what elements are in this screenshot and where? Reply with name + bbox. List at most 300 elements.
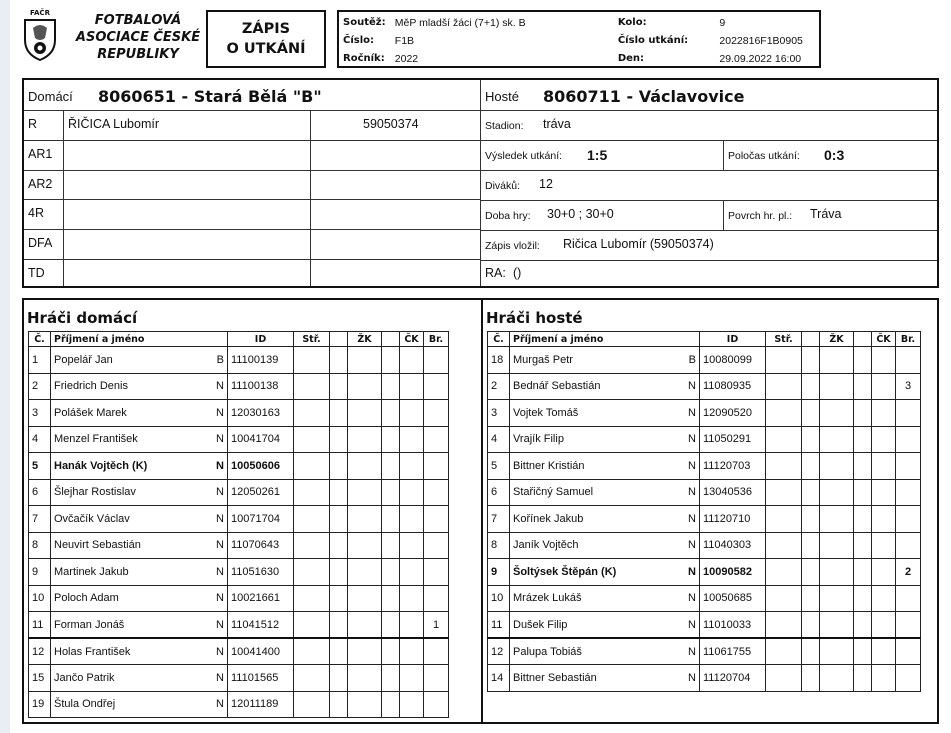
official-role: 4R	[24, 200, 64, 230]
away-team-row	[481, 80, 937, 111]
halftime-label: Poločas utkání:	[728, 150, 800, 162]
official-name	[64, 141, 311, 171]
player-name-cell	[510, 506, 700, 533]
table-row	[488, 479, 921, 506]
stat-cell	[400, 638, 424, 665]
player-name: Palupa Tobiáš	[513, 645, 582, 658]
player-category: B	[216, 353, 224, 366]
player-name-cell	[51, 691, 228, 718]
stat-cell	[400, 373, 424, 400]
stat-cell	[400, 559, 424, 586]
player-id: 13040536	[700, 479, 766, 506]
player-name: Bittner Kristián	[513, 459, 585, 472]
stat-cell	[802, 426, 820, 453]
stat-cell	[802, 559, 820, 586]
org-name	[68, 12, 208, 63]
duration-value: 30+0 ; 30+0	[547, 207, 614, 221]
match-details-panel	[22, 78, 939, 288]
player-goals	[424, 506, 449, 533]
stat-cell	[820, 479, 854, 506]
document-title-line: ZÁPIS	[241, 21, 291, 37]
stat-cell	[854, 373, 872, 400]
stat-cell	[802, 347, 820, 374]
stat-cell	[382, 347, 400, 374]
player-name-cell	[510, 665, 700, 692]
column-header-zk: ŽK	[820, 332, 854, 347]
table-row	[29, 373, 449, 400]
stat-cell	[294, 532, 330, 559]
player-category: N	[688, 645, 696, 658]
stat-cell	[872, 612, 896, 639]
stat-cell	[400, 585, 424, 612]
player-name: Bittner Sebastián	[513, 671, 597, 684]
ra-label: RA:	[485, 266, 506, 280]
player-goals	[424, 691, 449, 718]
stat-cell	[820, 453, 854, 480]
stat-cell	[854, 638, 872, 665]
player-category: N	[216, 512, 224, 525]
player-id: 10050685	[700, 585, 766, 612]
stat-cell	[400, 506, 424, 533]
player-number: 8	[29, 532, 51, 559]
player-id: 10041704	[228, 426, 294, 453]
player-name-cell	[510, 400, 700, 427]
stat-cell	[766, 426, 802, 453]
player-name-cell	[510, 532, 700, 559]
player-goals	[424, 665, 449, 692]
stat-cell	[854, 559, 872, 586]
player-category: N	[688, 486, 696, 499]
player-number: 2	[29, 373, 51, 400]
player-name-cell	[51, 532, 228, 559]
stat-cell	[400, 612, 424, 639]
entered-by-label: Zápis vložil:	[485, 240, 540, 252]
table-row	[488, 400, 921, 427]
table-row	[488, 506, 921, 533]
player-category: N	[216, 592, 224, 605]
stat-cell	[872, 453, 896, 480]
player-goals	[424, 426, 449, 453]
stat-cell	[400, 479, 424, 506]
competition-value: MěP mladší žáci (7+1) sk. B	[394, 17, 526, 29]
player-name-cell	[51, 612, 228, 639]
player-id: 10080099	[700, 347, 766, 374]
player-goals	[896, 506, 921, 533]
player-goals	[896, 638, 921, 665]
player-number: 2	[488, 373, 510, 400]
table-row	[488, 532, 921, 559]
stat-cell	[820, 347, 854, 374]
stat-cell	[330, 638, 348, 665]
stat-cell	[348, 426, 382, 453]
player-name: Bednář Sebastián	[513, 380, 601, 393]
stat-cell	[872, 585, 896, 612]
stat-cell	[872, 426, 896, 453]
player-category: N	[688, 433, 696, 446]
match-number-label: Číslo utkání:	[617, 35, 689, 46]
stat-cell	[854, 665, 872, 692]
player-name: Menzel František	[54, 433, 138, 446]
stadium-value: tráva	[543, 117, 571, 131]
stat-cell	[382, 585, 400, 612]
table-row	[29, 506, 449, 533]
stat-cell	[802, 532, 820, 559]
stat-cell	[766, 479, 802, 506]
player-name: Mrázek Lukáš	[513, 592, 582, 605]
player-name: Neuvirt Sebastián	[54, 539, 141, 552]
player-name: Poloch Adam	[54, 592, 119, 605]
stat-cell	[330, 506, 348, 533]
column-header	[330, 332, 348, 347]
player-name: Holas František	[54, 645, 131, 658]
player-goals	[896, 665, 921, 692]
day-value: 29.09.2022 16:00	[719, 53, 802, 65]
stat-cell	[348, 453, 382, 480]
column-header-name: Příjmení a jméno	[510, 332, 700, 347]
player-name-cell	[51, 559, 228, 586]
official-id	[311, 171, 481, 200]
stat-cell	[820, 638, 854, 665]
official-role: AR1	[24, 141, 64, 171]
player-name-cell	[510, 559, 700, 586]
player-id: 11120710	[700, 506, 766, 533]
home-players-section	[24, 300, 483, 724]
stat-cell	[294, 559, 330, 586]
result-label: Výsledek utkání:	[485, 150, 563, 162]
column-header	[854, 332, 872, 347]
player-goals	[424, 532, 449, 559]
stat-cell	[872, 559, 896, 586]
stat-cell	[400, 400, 424, 427]
surface-value: Tráva	[810, 207, 842, 221]
result-cell	[481, 141, 724, 171]
spectators-row	[481, 171, 937, 201]
entered-by-row	[481, 231, 937, 261]
player-name-cell	[51, 373, 228, 400]
home-players-title: Hráči domácí	[27, 309, 138, 327]
player-number: 7	[488, 506, 510, 533]
player-id: 11101565	[228, 665, 294, 692]
away-label: Hosté	[485, 89, 519, 104]
away-players-title: Hráči hosté	[486, 309, 583, 327]
column-header-id: ID	[700, 332, 766, 347]
home-team-row	[24, 80, 481, 111]
stat-cell	[854, 479, 872, 506]
official-role: DFA	[24, 230, 64, 260]
column-header-ck: ČK	[872, 332, 896, 347]
table-header-row	[488, 332, 921, 347]
org-name-line: FOTBALOVÁ	[94, 13, 182, 28]
column-header-ck: ČK	[400, 332, 424, 347]
match-info-box	[337, 10, 821, 68]
player-goals	[896, 426, 921, 453]
player-name: Friedrich Denis	[54, 380, 128, 393]
stat-cell	[766, 453, 802, 480]
stat-cell	[820, 665, 854, 692]
stat-cell	[348, 665, 382, 692]
duration-cell	[481, 201, 724, 231]
player-goals	[424, 638, 449, 665]
player-id: 10071704	[228, 506, 294, 533]
player-id: 12011189	[228, 691, 294, 718]
player-goals	[896, 400, 921, 427]
org-name-line: ASOCIACE ČESKÉ	[75, 30, 201, 45]
player-category: N	[216, 645, 224, 658]
stat-cell	[766, 665, 802, 692]
player-name-cell	[51, 479, 228, 506]
player-goals	[424, 453, 449, 480]
player-name-cell	[51, 638, 228, 665]
player-number: 1	[29, 347, 51, 374]
player-category: N	[216, 539, 224, 552]
column-header-name: Příjmení a jméno	[51, 332, 228, 347]
home-team-name: 8060651 - Stará Bělá "B"	[98, 87, 322, 106]
stat-cell	[854, 400, 872, 427]
player-goals	[424, 400, 449, 427]
stat-cell	[854, 347, 872, 374]
stat-cell	[872, 638, 896, 665]
stat-cell	[802, 373, 820, 400]
stat-cell	[348, 506, 382, 533]
player-name: Šoltýsek Štěpán (K)	[513, 565, 617, 578]
player-name-cell	[510, 426, 700, 453]
player-number: 6	[488, 479, 510, 506]
player-id: 11040303	[700, 532, 766, 559]
player-number: 19	[29, 691, 51, 718]
player-category: B	[688, 353, 696, 366]
player-name-cell	[510, 585, 700, 612]
player-name: Martinek Jakub	[54, 565, 129, 578]
stat-cell	[766, 400, 802, 427]
player-goals	[896, 347, 921, 374]
duration-label: Doba hry:	[485, 210, 531, 222]
player-name: Vrajík Filip	[513, 433, 564, 446]
column-header-zk: ŽK	[348, 332, 382, 347]
player-category: N	[216, 565, 224, 578]
stat-cell	[330, 665, 348, 692]
stat-cell	[294, 665, 330, 692]
stat-cell	[766, 559, 802, 586]
player-id: 11070643	[228, 532, 294, 559]
player-category: N	[688, 671, 696, 684]
stat-cell	[400, 347, 424, 374]
official-name	[64, 171, 311, 200]
column-header-br: Br.	[896, 332, 921, 347]
spectators-value: 12	[539, 177, 553, 191]
player-goals	[896, 453, 921, 480]
player-name: Jančo Patrik	[54, 671, 115, 684]
player-id: 10041400	[228, 638, 294, 665]
player-id: 11051630	[228, 559, 294, 586]
stat-cell	[400, 453, 424, 480]
player-name-cell	[510, 638, 700, 665]
player-name: Janík Vojtěch	[513, 539, 579, 552]
stat-cell	[400, 665, 424, 692]
player-name-cell	[51, 400, 228, 427]
season-value: 2022	[394, 53, 419, 65]
player-name-cell	[510, 347, 700, 374]
stat-cell	[802, 612, 820, 639]
player-name: Ovčačík Václav	[54, 512, 130, 525]
column-header-str: Stř.	[766, 332, 802, 347]
player-id: 10090582	[700, 559, 766, 586]
player-number: 3	[488, 400, 510, 427]
player-category: N	[688, 539, 696, 552]
player-number: 4	[488, 426, 510, 453]
player-id: 11120703	[700, 453, 766, 480]
player-number: 18	[488, 347, 510, 374]
stat-cell	[348, 532, 382, 559]
stat-cell	[330, 400, 348, 427]
players-panel	[22, 298, 939, 724]
official-name	[64, 260, 311, 286]
table-row	[488, 638, 921, 665]
official-id: 59050374	[311, 111, 481, 141]
stat-cell	[382, 506, 400, 533]
table-row	[29, 585, 449, 612]
stat-cell	[872, 373, 896, 400]
player-id: 11041512	[228, 612, 294, 639]
stat-cell	[330, 532, 348, 559]
stat-cell	[348, 479, 382, 506]
stat-cell	[766, 373, 802, 400]
stat-cell	[382, 638, 400, 665]
player-name-cell	[510, 373, 700, 400]
player-name-cell	[510, 612, 700, 639]
player-number: 15	[29, 665, 51, 692]
stat-cell	[802, 665, 820, 692]
stat-cell	[766, 506, 802, 533]
table-row	[29, 532, 449, 559]
player-category: N	[688, 406, 696, 419]
stat-cell	[820, 559, 854, 586]
stat-cell	[348, 400, 382, 427]
round-label: Kolo:	[617, 17, 647, 28]
ra-value: ()	[513, 266, 522, 280]
player-goals	[896, 479, 921, 506]
away-players-section	[483, 300, 937, 724]
player-goals	[424, 373, 449, 400]
stat-cell	[294, 638, 330, 665]
stat-cell	[294, 373, 330, 400]
table-row	[29, 453, 449, 480]
player-name: Štula Ondřej	[54, 698, 116, 711]
stat-cell	[348, 691, 382, 718]
player-number: 4	[29, 426, 51, 453]
document-title-line: O UTKÁNÍ	[226, 41, 306, 57]
column-header	[802, 332, 820, 347]
stat-cell	[854, 426, 872, 453]
official-role: AR2	[24, 171, 64, 200]
official-role: R	[24, 111, 64, 141]
player-category: N	[216, 486, 224, 499]
player-id: 11080935	[700, 373, 766, 400]
stat-cell	[348, 559, 382, 586]
number-value: F1B	[394, 35, 415, 47]
player-category: N	[688, 618, 696, 631]
player-id: 11050291	[700, 426, 766, 453]
player-number: 10	[29, 585, 51, 612]
player-id: 11100138	[228, 373, 294, 400]
stat-cell	[330, 479, 348, 506]
entered-by-value: Ričica Lubomír (59050374)	[563, 237, 714, 251]
stat-cell	[872, 532, 896, 559]
player-number: 9	[29, 559, 51, 586]
stat-cell	[330, 453, 348, 480]
stat-cell	[382, 426, 400, 453]
table-row	[29, 347, 449, 374]
official-role: TD	[24, 260, 64, 286]
stat-cell	[872, 479, 896, 506]
stat-cell	[348, 347, 382, 374]
stat-cell	[854, 506, 872, 533]
table-row	[29, 400, 449, 427]
table-row	[488, 612, 921, 639]
surface-label: Povrch hr. pl.:	[728, 210, 793, 222]
table-row	[29, 426, 449, 453]
document-title	[206, 10, 326, 68]
stat-cell	[382, 691, 400, 718]
table-row	[488, 665, 921, 692]
column-header-no: Č.	[29, 332, 51, 347]
stadium-label: Stadion:	[485, 120, 524, 132]
table-row	[29, 479, 449, 506]
halftime-value: 0:3	[824, 147, 845, 163]
facr-logo-icon	[20, 8, 60, 64]
stat-cell	[382, 453, 400, 480]
stat-cell	[854, 453, 872, 480]
stat-cell	[382, 373, 400, 400]
stat-cell	[382, 665, 400, 692]
player-id: 11120704	[700, 665, 766, 692]
player-category: N	[688, 512, 696, 525]
stat-cell	[382, 400, 400, 427]
player-number: 5	[488, 453, 510, 480]
player-number: 8	[488, 532, 510, 559]
column-header-str: Stř.	[294, 332, 330, 347]
org-name-line: REPUBLIKY	[97, 47, 179, 62]
official-id	[311, 200, 481, 230]
stat-cell	[382, 532, 400, 559]
stat-cell	[330, 373, 348, 400]
player-name: Hanák Vojtěch (K)	[54, 459, 148, 472]
match-report-sheet	[10, 0, 951, 733]
player-name-cell	[51, 453, 228, 480]
player-name: Murgaš Petr	[513, 353, 573, 366]
stat-cell	[802, 506, 820, 533]
table-row	[488, 426, 921, 453]
stat-cell	[802, 638, 820, 665]
stat-cell	[382, 612, 400, 639]
table-row	[488, 453, 921, 480]
player-goals	[896, 532, 921, 559]
player-name: Popelář Jan	[54, 353, 113, 366]
official-id	[311, 141, 481, 171]
stat-cell	[872, 347, 896, 374]
player-name: Stařičný Samuel	[513, 486, 594, 499]
player-goals	[896, 585, 921, 612]
player-number: 11	[29, 612, 51, 639]
player-name: Dušek Filip	[513, 618, 568, 631]
stat-cell	[872, 506, 896, 533]
player-number: 12	[488, 638, 510, 665]
stat-cell	[400, 691, 424, 718]
stat-cell	[854, 612, 872, 639]
official-name: ŘIČICA Lubomír	[64, 111, 311, 141]
stat-cell	[348, 638, 382, 665]
player-number: 14	[488, 665, 510, 692]
player-number: 11	[488, 612, 510, 639]
